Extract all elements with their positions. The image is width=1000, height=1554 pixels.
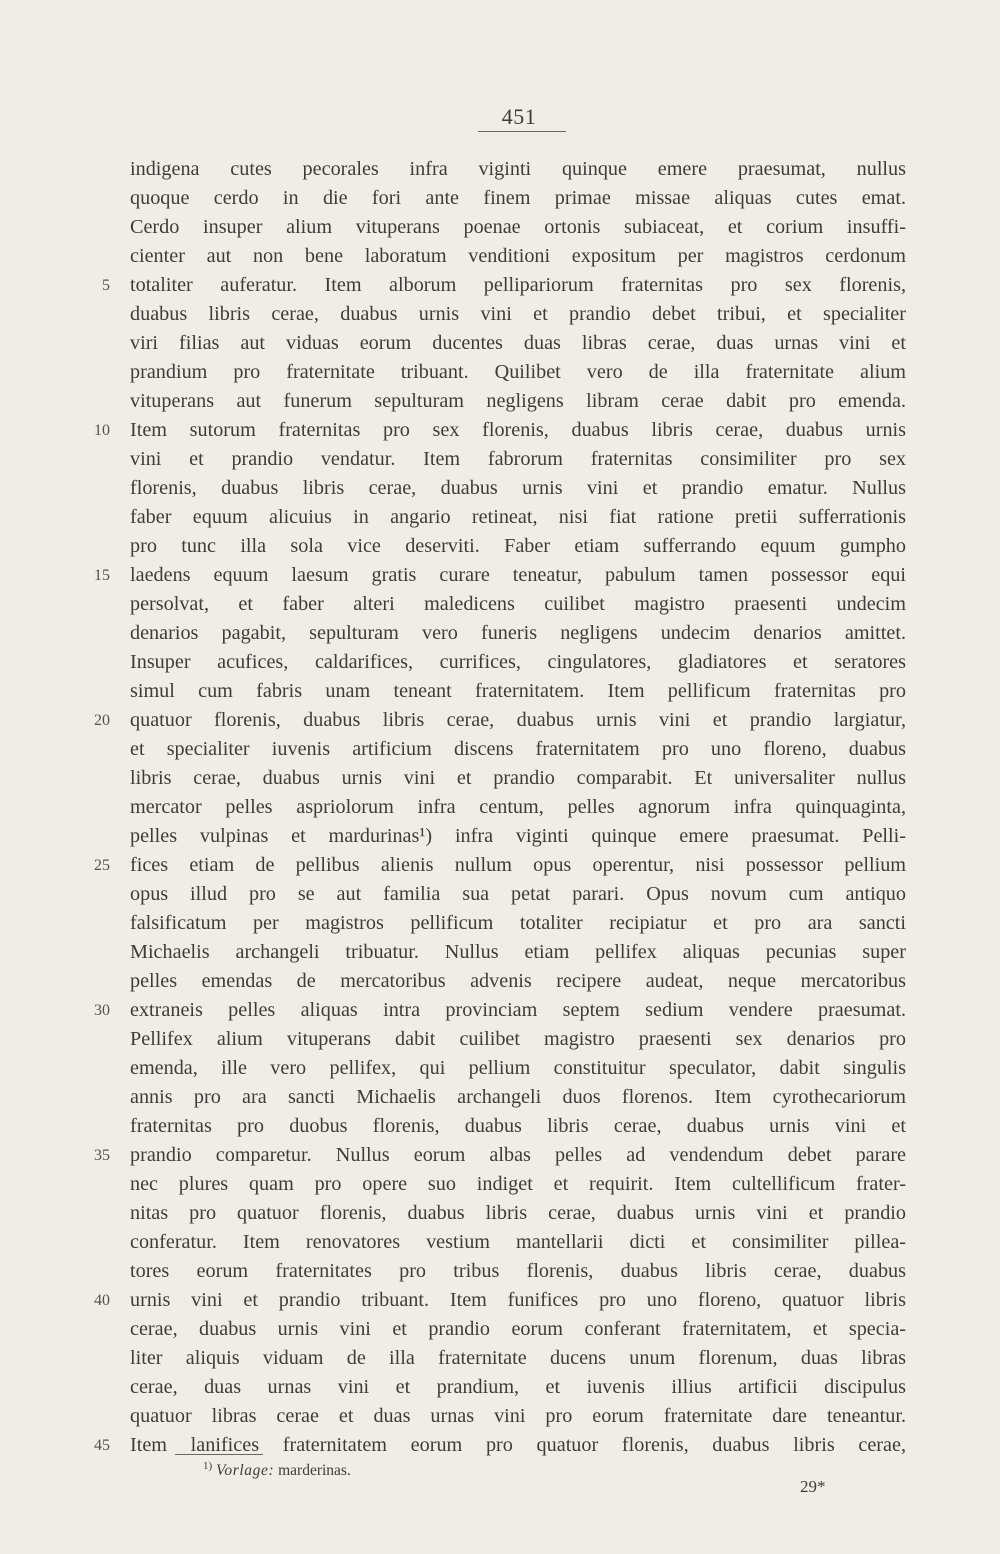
line-text: liter aliquis viduam de illa fraternitate ducens unum florenum, duas libras	[130, 1347, 906, 1369]
line-text: pelles vulpinas et mardurinas¹) infra viginti quinque emere praesumat. Pelli-	[130, 825, 906, 847]
line-text: cerae, duas urnas vini et prandium, et iuvenis illius artificii discipulus	[130, 1376, 906, 1398]
line-text: fraternitas pro duobus florenis, duabus libris cerae, duabus urnis vini et	[130, 1115, 906, 1137]
footnote-mark: 1)	[203, 1459, 213, 1472]
line-text: falsificatum per magistros pellificum totaliter recipiatur et pro ara sancti	[130, 912, 906, 934]
line-number: 30	[94, 1002, 110, 1019]
line-text: quatuor libras cerae et duas urnas vini pro eorum fraternitate dare teneantur.	[130, 1405, 906, 1427]
line-text: florenis, duabus libris cerae, duabus urnis vini et prandio ematur. Nullus	[130, 477, 906, 499]
text-line	[130, 1315, 906, 1344]
text-line	[130, 1025, 906, 1054]
text-line	[130, 1228, 906, 1257]
text-line	[130, 1170, 906, 1199]
text-line	[94, 1141, 906, 1170]
line-text: Michaelis archangeli tribuatur. Nullus etiam pellifex aliquas pecunias super	[130, 941, 906, 963]
text-line	[130, 822, 906, 851]
text-line	[94, 1286, 906, 1315]
line-text: Cerdo insuper alium vituperans poenae ortonis subiaceat, et corium insuffi-	[130, 216, 906, 238]
line-text: emenda, ille vero pellifex, qui pellium constituitur speculator, dabit singulis	[130, 1057, 906, 1079]
line-text: prandium pro fraternitate tribuant. Quilibet vero de illa fraternitate alium	[130, 361, 906, 383]
line-text: totaliter auferatur. Item alborum pellipariorum fraternitas pro sex florenis,	[130, 274, 906, 296]
line-text: viri filias aut viduas eorum ducentes duas libras cerae, duas urnas vini et	[130, 332, 906, 354]
line-text: fices etiam de pellibus alienis nullum opus operentur, nisi possessor pellium	[130, 854, 906, 876]
line-text: Item lanifices fraternitatem eorum pro quatuor florenis, duabus libris cerae,	[130, 1434, 906, 1456]
text-line	[130, 300, 906, 329]
page-number-rule	[478, 131, 566, 132]
line-text: quoque cerdo in die fori ante finem primae missae aliquas cutes emat.	[130, 187, 906, 209]
line-text: cienter aut non bene laboratum venditioni expositum per magistros cerdonum	[130, 245, 906, 267]
line-number: 5	[102, 277, 110, 294]
line-number: 40	[94, 1292, 110, 1309]
text-line	[94, 706, 906, 735]
line-text: vituperans aut funerum sepulturam negligens libram cerae dabit pro emenda.	[130, 390, 906, 412]
text-line	[94, 996, 906, 1025]
line-text: libris cerae, duabus urnis vini et prandio comparabit. Et universaliter nullus	[130, 767, 906, 789]
text-line	[94, 1431, 906, 1460]
line-text: quatuor florenis, duabus libris cerae, duabus urnis vini et prandio largiatur,	[130, 709, 906, 731]
line-number: 10	[94, 422, 110, 439]
line-number: 25	[94, 857, 110, 874]
text-line	[130, 1373, 906, 1402]
line-text: tores eorum fraternitates pro tribus florenis, duabus libris cerae, duabus	[130, 1260, 906, 1282]
text-line	[130, 1257, 906, 1286]
line-text: vini et prandio vendatur. Item fabrorum fraternitas consimiliter pro sex	[130, 448, 906, 470]
text-line	[130, 880, 906, 909]
line-text: annis pro ara sancti Michaelis archangeli duos florenos. Item cyrothecariorum	[130, 1086, 906, 1108]
text-line	[130, 358, 906, 387]
text-line	[130, 1344, 906, 1373]
body-text	[94, 155, 906, 1460]
line-number: 15	[94, 567, 110, 584]
line-text: mercator pelles aspriolorum infra centum, pelles agnorum infra quinquaginta,	[130, 796, 906, 818]
page-number: 451	[501, 104, 537, 129]
line-text: Insuper acufices, caldarifices, currifices, cingulatores, gladiatores et seratores	[130, 651, 906, 673]
footnote-rule	[175, 1454, 263, 1455]
text-line	[130, 967, 906, 996]
text-line	[130, 242, 906, 271]
text-line	[130, 1083, 906, 1112]
text-line	[130, 1199, 906, 1228]
line-text: prandio comparetur. Nullus eorum albas pelles ad vendendum debet parare	[130, 1144, 906, 1166]
line-text: opus illud pro se aut familia sua petat parari. Opus novum cum antiquo	[130, 883, 906, 905]
line-text: Pellifex alium vituperans dabit cuilibet magistro praesenti sex denarios pro	[130, 1028, 906, 1050]
line-text: et specialiter iuvenis artificium discens fraternitatem pro uno floreno, duabus	[130, 738, 906, 760]
line-text: nec plures quam pro opere suo indiget et requirit. Item cultellificum frater-	[130, 1173, 906, 1195]
line-text: laedens equum laesum gratis curare teneatur, pabulum tamen possessor equi	[130, 564, 906, 586]
text-line	[130, 155, 906, 184]
signature-mark: 29*	[800, 1477, 826, 1496]
text-line	[130, 1054, 906, 1083]
line-text: simul cum fabris unam teneant fraternitatem. Item pellificum fraternitas pro	[130, 680, 906, 702]
line-text: urnis vini et prandio tribuant. Item funifices pro uno floreno, quatuor libris	[130, 1289, 906, 1311]
text-line	[94, 851, 906, 880]
text-line	[130, 590, 906, 619]
line-text: extraneis pelles aliquas intra provinciam septem sedium vendere praesumat.	[130, 999, 906, 1021]
line-text: indigena cutes pecorales infra viginti quinque emere praesumat, nullus	[130, 158, 906, 180]
text-line	[130, 909, 906, 938]
line-number: 20	[94, 712, 110, 729]
text-line	[130, 474, 906, 503]
text-line	[130, 938, 906, 967]
text-line	[130, 1112, 906, 1141]
text-line	[130, 735, 906, 764]
text-line	[130, 213, 906, 242]
line-text: pro tunc illa sola vice deserviti. Faber etiam sufferrando equum gumpho	[130, 535, 906, 557]
line-text: pelles emendas de mercatoribus advenis recipere audeat, neque mercatoribus	[130, 970, 906, 992]
text-line	[130, 387, 906, 416]
text-line	[130, 445, 906, 474]
text-line	[130, 1402, 906, 1431]
line-text: persolvat, et faber alteri maledicens cuilibet magistro praesenti undecim	[130, 593, 906, 615]
text-line	[130, 619, 906, 648]
text-line	[130, 184, 906, 213]
text-line	[130, 503, 906, 532]
text-line	[130, 532, 906, 561]
text-line	[94, 561, 906, 590]
line-text: cerae, duabus urnis vini et prandio eorum conferant fraternitatem, et specia-	[130, 1318, 906, 1340]
footnote-label: Vorlage:	[216, 1462, 275, 1479]
line-number: 45	[94, 1437, 110, 1454]
text-line	[102, 271, 906, 300]
text-line	[94, 416, 906, 445]
footnote	[203, 1460, 351, 1482]
line-text: denarios pagabit, sepulturam vero funeris negligens undecim denarios amittet.	[130, 622, 906, 644]
text-line	[130, 648, 906, 677]
line-text: Item sutorum fraternitas pro sex florenis, duabus libris cerae, duabus urnis	[130, 419, 906, 441]
line-text: nitas pro quatuor florenis, duabus libris cerae, duabus urnis vini et prandio	[130, 1202, 906, 1224]
text-line	[130, 329, 906, 358]
line-number: 35	[94, 1147, 110, 1164]
footnote-text: marderinas.	[278, 1462, 351, 1479]
line-text: duabus libris cerae, duabus urnis vini et prandio debet tribui, et specialiter	[130, 303, 906, 325]
text-line	[130, 764, 906, 793]
text-line	[130, 677, 906, 706]
line-text: faber equum alicuius in angario retineat, nisi fiat ratione pretii sufferrationis	[130, 506, 906, 528]
line-text: conferatur. Item renovatores vestium mantellarii dicti et consimiliter pillea-	[130, 1231, 906, 1253]
text-line	[130, 793, 906, 822]
